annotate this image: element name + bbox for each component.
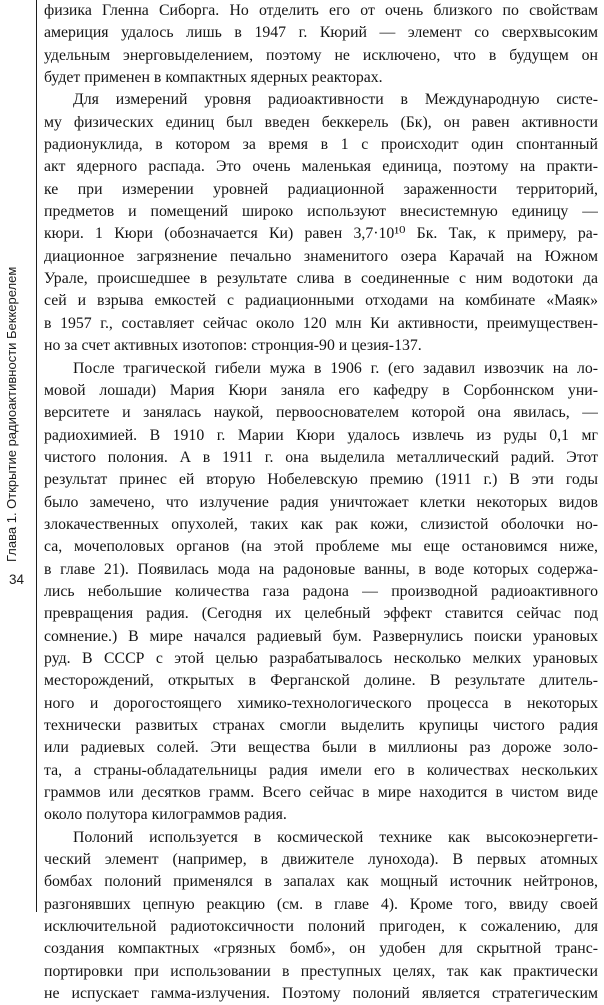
text-line: результат принес ей вторую Нобелевскую премию (1911 г.) В эти годы [44, 471, 598, 489]
text-line: граммов или десятков грамм. Всего сейчас в мире находится в чистом виде [44, 784, 598, 802]
text-line: создания компактных «грязных бомб», он удобен для скрытной транс- [44, 940, 598, 958]
text-line: диационное загрязнение печально знаменитого озера Карачай на Южном [44, 247, 598, 265]
text-line: ке при измерении уровней радиационной зараженности территорий, [44, 180, 598, 198]
text-line: му физических единиц был введен беккерель (Бк), он равен активности [44, 113, 598, 131]
text-line: в главе 21). Появилась мода на радоновые ванны, в воде которых содержа- [44, 560, 598, 578]
text-line: америция удалось лишь в 1947 г. Кюрий — элемент со сверхвысоким [44, 24, 598, 42]
text-line: Для измерений уровня радиоактивности в Международную систе- [73, 91, 598, 109]
text-line: мовой лошади) Мария Кюри заняла его кафедру в Сорбоннском уни- [44, 381, 598, 399]
text-line: После трагической гибели мужа в 1906 г. (его задавил извозчик на ло- [73, 359, 598, 377]
text-line: Урале, происшедшее в результате слива в соединенные с ним водотоки да [44, 270, 598, 288]
text-line: радионуклида, в котором за время в 1 с происходит один спонтанный [44, 136, 598, 154]
text-line: разгонявших цепную реакцию (см. в главе 4). Кроме того, ввиду своей [44, 895, 598, 913]
text-line: лись небольшие количества газа радона — производной радиоактивного [44, 582, 598, 600]
text-line: Полоний используется в космической технике как высокоэнергети- [73, 828, 598, 846]
running-head: Глава 1. Открытие радиоактивности Беккерелем [4, 266, 19, 562]
page-margin [0, 0, 37, 912]
text-line: было замечено, что излучение радия уничтожает клетки некоторых видов [44, 493, 598, 511]
text-line: физика Гленна Сиборга. Но отделить его от очень близкого по свойствам [44, 2, 598, 19]
text-line: руд. В СССР с этой целью разрабатывалось несколько мелких урановых [44, 649, 598, 667]
text-line: предметов и помещений широко используют внесистемную единицу — [44, 203, 598, 221]
text-line: месторождений, открытых в Ферганской долине. В результате длитель- [44, 672, 598, 690]
text-line: будет применен в компактных ядерных реакторах. [44, 69, 383, 87]
text-line: чистого полония. А в 1911 г. она выделила металлический радий. Этот [44, 448, 598, 466]
text-line: не испускает гамма-излучения. Поэтому полоний является стратегическим [44, 985, 598, 1003]
text-line: бомбах полоний применялся в запалах как мощный источник нейтронов, [44, 873, 598, 891]
text-line: исключительной радиотоксичности полоний пригоден, к сожалению, для [44, 918, 598, 936]
text-line: верситете и занялась наукой, первооснователем которой она явилась, — [44, 404, 598, 422]
text-line: са, мочеполовых органов (на этой проблеме мы еще остановимся ниже, [44, 538, 598, 556]
text-line: превращения радия. (Сегодня их целебный эффект ставится сейчас под [44, 605, 598, 623]
text-line: сей и взрыва емкостей с радиационными отходами на комбинате «Маяк» [44, 292, 598, 310]
page-number: 34 [9, 572, 25, 587]
body-text [44, 0, 598, 1005]
text-line: но за счет активных изотопов: стронция-90 и цезия-137. [44, 337, 422, 355]
text-line: технически развитых странах смогли выделить крупицы чистого радия [44, 717, 598, 734]
text-line: кюри. 1 Кюри (обозначается Ки) равен 3,7·10¹⁰ Бк. Так, к примеру, ра- [44, 225, 598, 243]
text-line: портировки при использовании в преступных целях, так как практически [44, 962, 598, 980]
text-line: удельным энерговыделением, поэтому не исключено, что в будущем он [44, 46, 598, 64]
text-line: сомнение.) В мире начался радиевый бум. Развернулись поиски урановых [44, 627, 598, 645]
text-line: ного и дорогостоящего химико-технологического процесса в некоторых [44, 694, 598, 712]
text-line: около полутора килограммов радия. [44, 806, 287, 824]
text-line: радиохимией. В 1910 г. Марии Кюри удалось извлечь из руды 0,1 мг [44, 426, 598, 444]
text-line: та, а страны-обладательницы радия имели его в количествах нескольких [44, 761, 598, 779]
text-line: злокачественных опухолей, таких как рак кожи, слизистой оболочки но- [44, 515, 598, 533]
text-line: в 1957 г., составляет сейчас около 120 млн Ки активности, преимуществен- [44, 314, 598, 332]
text-line: ческий элемент (например, в движителе лунохода). В первых атомных [44, 851, 598, 869]
text-line: акт ядерного распада. Это очень маленькая единица, поэтому на практи- [44, 158, 598, 176]
text-line: или радиевых солей. Эти вещества были в миллионы раз дороже золо- [44, 739, 598, 757]
